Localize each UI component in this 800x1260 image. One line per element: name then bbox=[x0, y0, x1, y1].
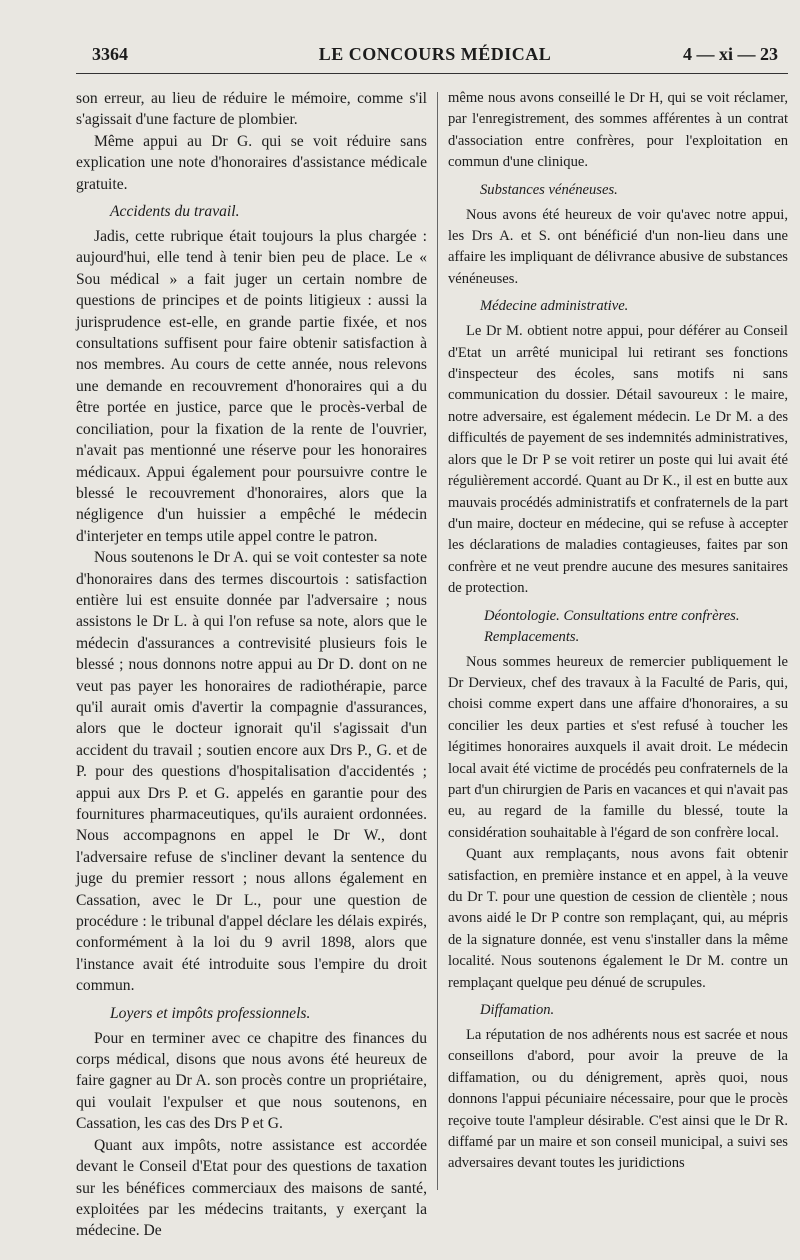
paragraph: Quant aux impôts, notre assistance est accordée devant le Conseil d'Etat pour des questions de taxation sur les bénéfices commerciaux des maisons de santé, exploitées par les médecins traitants, y exerçant la médecine. De bbox=[76, 1136, 427, 1240]
paragraph: Jadis, cette rubrique était toujours la plus chargée : aujourd'hui, elle tend à tenir bien peu de place. Le « Sou médical » a fait juger un certain nombre de questions de principes et de points litigieux : aussi la jurisprudence est-elle, en grande partie fixée, et nos consultations suffisent pour faire obtenir satisfaction à nos membres. Au cours de cette année, nous relevons une demande en recouvrement d'honoraires qui a du être portée en justice, parce que le procès-verbal de conciliation, pour la fixation de la rente de l'ouvrier, n'avait pas mentionné une réserve pour les honoraires médicaux. Appui également pour poursuivre contre le blessé le recouvrement d'honoraires, alors que la négligence d'un huissier a empêché le médecin d'interjeter en temps utile appel contre le patron. bbox=[76, 228, 427, 545]
paragraph: Même appui au Dr G. qui se voit réduire sans explication une note d'honoraires d'assistance médicale gratuite. bbox=[76, 132, 427, 193]
paragraph: Nous soutenons le Dr A. qui se voit contester sa note d'honoraires dans des termes discourtois : satisfaction entière lui est ensuite donnée par l'adversaire ; nous assistons le Dr L. à qui l'on refuse sa note, alors que le médecin d'assurances a contrevisité plusieurs fois le blessé ; nous donnons notre appui au Dr D. dont on ne veut pas payer les honoraires de radiothérapie, parce qu'il aurait omis d'avertir la compagnie d'assurances, alors que le docteur ignorait qu'il s'agissait d'un accident du travail ; soutien encore aux Drs P., G. et de P. pour des questions d'hospitalisation d'accidentés ; appui aux Drs P. et G. appelés en garantie pour des fournitures pharmaceutiques, qu'ils auraient ordonnées. Nous accompagnons en appel le Dr W., dont l'adversaire refuse de s'incliner devant la sentence du juge du premier ressort ; nous allons également en Cassation, avec le Dr L., pour une question de procédure : le tribunal d'appel déclare les délais expirés, conformément à la loi du 9 avril 1898, alors que l'instance avait été introduite sous l'empire du droit commun. bbox=[76, 549, 427, 995]
page-header bbox=[92, 40, 778, 74]
section-heading: Loyers et impôts professionnels. bbox=[110, 1004, 311, 1022]
paragraph: Quant aux remplaçants, nous avons fait obtenir satisfaction, en première instance et en appel, à la veuve du Dr T. pour une question de cession de clientèle ; nous avons aidé le Dr P contre son remplaçant, qui, au mépris de la signature donnée, est venu s'installer dans la même localité. Nous soutenons également le Dr M. contre un remplaçant quelque peu dénué de scrupules. bbox=[448, 846, 788, 991]
section-heading: Déontologie. Consultations entre confrères. Remplacements. bbox=[484, 607, 740, 645]
column-divider bbox=[437, 92, 438, 1190]
page-number: 3364 bbox=[92, 44, 128, 64]
journal-title: LE CONCOURS MÉDICAL bbox=[318, 44, 552, 64]
paragraph: La réputation de nos adhérents nous est sacrée et nous conseillons d'abord, pour avoir la preuve de la diffamation, ou du dénigrement, après quoi, nous donnons l'appui pécuniaire nécessaire, pour que le procès reçoive toute l'ampleur désirable. C'est ainsi que le Dr R. diffamé par un maire et son conseil municipal, a suivi ses adversaires devant toutes les juridictions bbox=[448, 1027, 788, 1172]
section-heading: Diffamation. bbox=[480, 1002, 555, 1019]
section-heading: Substances vénéneuses. bbox=[480, 181, 618, 198]
paragraph: Nous avons été heureux de voir qu'avec notre appui, les Drs A. et S. ont bénéficié d'un non-lieu dans une affaire les impliquant de délivrance abusive de substances vénéneuses. bbox=[448, 206, 788, 287]
right-column bbox=[448, 88, 788, 1175]
header-rule bbox=[76, 73, 788, 74]
paragraph: Le Dr M. obtient notre appui, pour déférer au Conseil d'Etat un arrêté municipal lui retirant ses fonctions d'inspecteur des écoles, sans motifs ni sans communication du dossier. Détail savoureux : le maire, notre adversaire, est également médecin. Le Dr M. a des difficultés de payement de ses indemnités administratives, alors que le Dr P se voit retirer un poste qui lui avait été régulièrement accordé. Quant au Dr K., il est en butte aux mauvais procédés administratifs et confraternels de la part d'un maire, docteur en médecine, qui se refuse à accepter les déclarations de maladies contagieuses, faites par son confrère et ne veut prendre aucune des mesures sanitaires de protection. bbox=[448, 323, 788, 597]
paragraph: même nous avons conseillé le Dr H, qui se voit réclamer, par l'enregistrement, des sommes afférentes à un contrat d'association entre confrères, pour l'exploitation en commun d'une clinique. bbox=[448, 90, 788, 171]
paragraph: Nous sommes heureux de remercier publiquement le Dr Dervieux, chef des travaux à la Faculté de Paris, qui, choisi comme expert dans une affaire d'honoraires, a su concilier les deux parties et s'est refusé à toucher les légitimes honoraires auxquels il avait droit. Le médecin local avait été victime de procédés peu confraternels de la part d'un chirurgien de Paris en vacances et qui n'avait pas eu, au regard de la famille du blessé, toute la considération souhaitable à l'égard de son confrère local. bbox=[448, 653, 788, 841]
left-column bbox=[76, 88, 427, 1242]
issue-date: 4 — xi — 23 bbox=[682, 44, 778, 64]
paragraph: Pour en terminer avec ce chapitre des finances du corps médical, disons que nous avons été heureux de faire gagner au Dr A. son procès contre un propriétaire, qui voulait l'expulser et que nous soutenons, en Cassation, les cas des Drs P et G. bbox=[76, 1029, 427, 1133]
section-heading: Accidents du travail. bbox=[110, 203, 240, 221]
paragraph: son erreur, au lieu de réduire le mémoire, comme s'il s'agissait d'une facture de plombier. bbox=[76, 90, 427, 129]
section-heading: Médecine administrative. bbox=[480, 298, 629, 315]
